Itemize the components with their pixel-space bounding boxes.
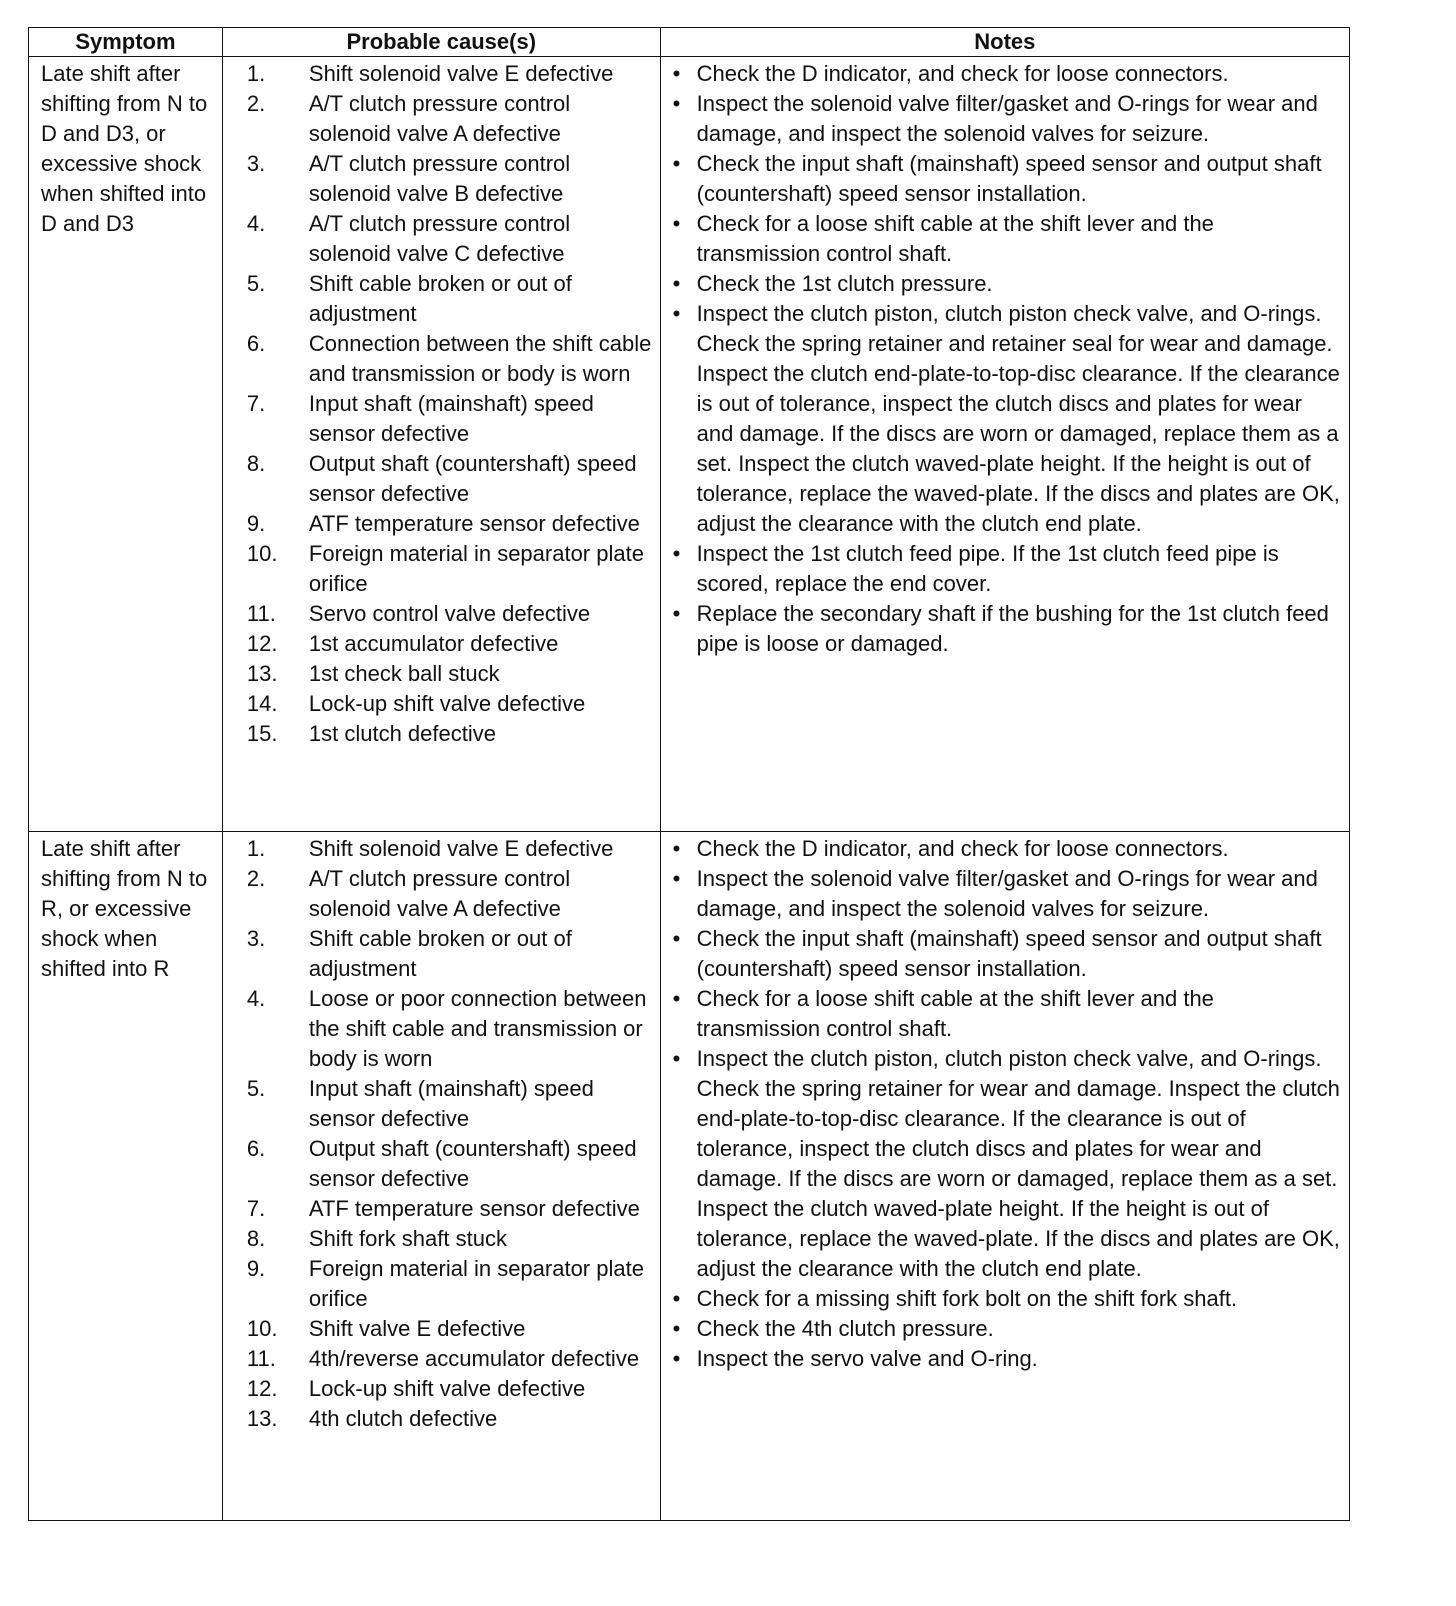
notes-list bbox=[661, 57, 1349, 659]
note-item bbox=[673, 149, 1343, 209]
cause-number: 8. bbox=[246, 1226, 266, 1251]
cause-item bbox=[223, 209, 654, 269]
cause-number: 11. bbox=[246, 601, 276, 626]
note-text: Check the 4th clutch pressure. bbox=[696, 1316, 994, 1341]
causes-cell bbox=[222, 832, 660, 1521]
note-text: Inspect the solenoid valve filter/gasket and O-rings for wear and damage, and inspect the solenoid valves for seizure. bbox=[696, 91, 1318, 146]
note-item bbox=[673, 984, 1343, 1044]
bullet-icon: • bbox=[672, 601, 681, 626]
cause-item bbox=[223, 719, 654, 749]
cause-text: 1st check ball stuck bbox=[308, 661, 500, 686]
cause-item bbox=[223, 1074, 654, 1134]
cause-item bbox=[223, 89, 654, 149]
cause-text: Input shaft (mainshaft) speed sensor defective bbox=[308, 391, 594, 446]
cause-number: 7. bbox=[246, 1196, 266, 1221]
note-item bbox=[673, 1344, 1343, 1374]
bullet-icon: • bbox=[672, 61, 681, 86]
note-text: Check the input shaft (mainshaft) speed sensor and output shaft (countershaft) speed sensor installation. bbox=[696, 151, 1322, 206]
cause-number: 9. bbox=[246, 511, 266, 536]
header-notes: Notes bbox=[660, 28, 1349, 57]
note-item bbox=[673, 599, 1343, 659]
cause-text: Input shaft (mainshaft) speed sensor defective bbox=[308, 1076, 594, 1131]
note-text: Inspect the servo valve and O-ring. bbox=[696, 1346, 1038, 1371]
causes-list bbox=[223, 57, 660, 749]
cause-text: Lock-up shift valve defective bbox=[308, 691, 586, 716]
cause-number: 11. bbox=[246, 1346, 276, 1371]
symptom-cell: Late shift after shifting from N to R, or excessive shock when shifted into R bbox=[29, 832, 223, 1521]
bullet-icon: • bbox=[672, 1286, 681, 1311]
note-item bbox=[673, 864, 1343, 924]
cause-text: A/T clutch pressure control solenoid valve B defective bbox=[308, 151, 571, 206]
cause-item bbox=[223, 449, 654, 509]
cause-number: 1. bbox=[246, 61, 266, 86]
cause-item bbox=[223, 689, 654, 719]
cause-text: A/T clutch pressure control solenoid valve A defective bbox=[308, 91, 571, 146]
note-item bbox=[673, 269, 1343, 299]
cause-item bbox=[223, 629, 654, 659]
cause-text: A/T clutch pressure control solenoid valve A defective bbox=[308, 866, 571, 921]
cause-item bbox=[223, 59, 654, 89]
cause-text: Servo control valve defective bbox=[308, 601, 591, 626]
cause-text: Foreign material in separator plate orifice bbox=[308, 1256, 644, 1311]
cause-number: 1. bbox=[246, 836, 266, 861]
cause-item bbox=[223, 1374, 654, 1404]
note-item bbox=[673, 1314, 1343, 1344]
note-text: Inspect the clutch piston, clutch piston check valve, and O-rings. Check the spring retainer for wear and damage. Inspect the clutch end-plate-to-top-disc clearance. If the clearance is out of tolerance, inspect the clutch discs and plates for wear and damage. If the discs are worn or damaged, replace them as a set. Inspect the clutch waved-plate height. If the height is out of tolerance, replace the waved-plate. If the discs and plates are OK, adjust the clearance with the clutch end plate. bbox=[696, 1046, 1340, 1281]
bullet-icon: • bbox=[672, 211, 681, 236]
header-row bbox=[29, 28, 1350, 57]
cause-item bbox=[223, 389, 654, 449]
causes-cell bbox=[222, 57, 660, 832]
cause-text: Shift cable broken or out of adjustment bbox=[308, 271, 572, 326]
cause-number: 10. bbox=[246, 541, 278, 566]
cause-item bbox=[223, 599, 654, 629]
note-item bbox=[673, 299, 1343, 539]
bullet-icon: • bbox=[672, 301, 681, 326]
troubleshooting-table bbox=[28, 27, 1350, 1521]
note-text: Inspect the 1st clutch feed pipe. If the 1st clutch feed pipe is scored, replace the end cover. bbox=[696, 541, 1279, 596]
cause-text: Connection between the shift cable and transmission or body is worn bbox=[308, 331, 652, 386]
cause-item bbox=[223, 984, 654, 1074]
cause-number: 3. bbox=[246, 151, 266, 176]
note-text: Inspect the solenoid valve filter/gasket and O-rings for wear and damage, and inspect the solenoid valves for seizure. bbox=[696, 866, 1318, 921]
cause-item bbox=[223, 539, 654, 599]
cause-text: 4th/reverse accumulator defective bbox=[308, 1346, 640, 1371]
bullet-icon: • bbox=[672, 151, 681, 176]
bullet-icon: • bbox=[672, 1316, 681, 1341]
cause-number: 8. bbox=[246, 451, 266, 476]
note-item bbox=[673, 209, 1343, 269]
cause-number: 4. bbox=[246, 211, 266, 236]
cause-item bbox=[223, 269, 654, 329]
cause-number: 10. bbox=[246, 1316, 278, 1341]
cause-text: ATF temperature sensor defective bbox=[308, 1196, 640, 1221]
bullet-icon: • bbox=[672, 91, 681, 116]
note-item bbox=[673, 1044, 1343, 1284]
bullet-icon: • bbox=[672, 836, 681, 861]
cause-text: Lock-up shift valve defective bbox=[308, 1376, 586, 1401]
bullet-icon: • bbox=[672, 986, 681, 1011]
cause-number: 12. bbox=[246, 1376, 278, 1401]
bullet-icon: • bbox=[672, 1046, 681, 1071]
note-text: Check for a missing shift fork bolt on the shift fork shaft. bbox=[696, 1286, 1238, 1311]
bullet-icon: • bbox=[672, 1346, 681, 1371]
note-item bbox=[673, 924, 1343, 984]
cause-number: 4. bbox=[246, 986, 266, 1011]
table-row bbox=[29, 832, 1350, 1521]
notes-list bbox=[661, 832, 1349, 1374]
cause-text: Output shaft (countershaft) speed sensor defective bbox=[308, 1136, 637, 1191]
cause-item bbox=[223, 659, 654, 689]
note-text: Check for a loose shift cable at the shift lever and the transmission control shaft. bbox=[696, 986, 1214, 1041]
cause-number: 3. bbox=[246, 926, 266, 951]
notes-cell bbox=[660, 832, 1349, 1521]
cause-number: 14. bbox=[246, 691, 278, 716]
note-text: Replace the secondary shaft if the bushing for the 1st clutch feed pipe is loose or damaged. bbox=[696, 601, 1329, 656]
note-text: Check the D indicator, and check for loose connectors. bbox=[696, 61, 1229, 86]
note-item bbox=[673, 1284, 1343, 1314]
cause-number: 12. bbox=[246, 631, 278, 656]
cause-text: Output shaft (countershaft) speed sensor defective bbox=[308, 451, 637, 506]
cause-item bbox=[223, 924, 654, 984]
note-text: Check the input shaft (mainshaft) speed sensor and output shaft (countershaft) speed sensor installation. bbox=[696, 926, 1322, 981]
cause-text: Shift solenoid valve E defective bbox=[308, 836, 614, 861]
cause-text: Foreign material in separator plate orifice bbox=[308, 541, 644, 596]
cause-number: 6. bbox=[246, 1136, 266, 1161]
cause-item bbox=[223, 329, 654, 389]
note-item bbox=[673, 59, 1343, 89]
notes-cell bbox=[660, 57, 1349, 832]
cause-number: 5. bbox=[246, 271, 266, 296]
note-item bbox=[673, 834, 1343, 864]
cause-item bbox=[223, 1344, 654, 1374]
cause-text: 1st accumulator defective bbox=[308, 631, 559, 656]
note-text: Check the 1st clutch pressure. bbox=[696, 271, 993, 296]
bullet-icon: • bbox=[672, 271, 681, 296]
cause-item bbox=[223, 1194, 654, 1224]
bullet-icon: • bbox=[672, 866, 681, 891]
cause-number: 2. bbox=[246, 866, 266, 891]
cause-text: ATF temperature sensor defective bbox=[308, 511, 640, 536]
cause-item bbox=[223, 1134, 654, 1194]
cause-number: 6. bbox=[246, 331, 266, 356]
note-text: Check the D indicator, and check for loose connectors. bbox=[696, 836, 1229, 861]
note-text: Inspect the clutch piston, clutch piston check valve, and O-rings. Check the spring retainer and retainer seal for wear and damage. Inspect the clutch end-plate-to-top-disc clearance. If the clearance is out of tolerance, inspect the clutch discs and plates for wear and damage. If the discs are worn or damaged, replace them as a set. Inspect the clutch waved-plate height. If the height is out of tolerance, replace the waved-plate. If the discs and plates are OK, adjust the clearance with the clutch end plate. bbox=[696, 301, 1340, 536]
causes-list bbox=[223, 832, 660, 1434]
bullet-icon: • bbox=[672, 541, 681, 566]
cause-item bbox=[223, 1314, 654, 1344]
cause-text: 4th clutch defective bbox=[308, 1406, 498, 1431]
cause-number: 13. bbox=[246, 661, 278, 686]
cause-item bbox=[223, 1224, 654, 1254]
cause-text: Shift fork shaft stuck bbox=[308, 1226, 507, 1251]
cause-item bbox=[223, 149, 654, 209]
cause-text: Shift valve E defective bbox=[308, 1316, 526, 1341]
cause-number: 5. bbox=[246, 1076, 266, 1101]
cause-text: 1st clutch defective bbox=[308, 721, 496, 746]
symptom-cell: Late shift after shifting from N to D and D3, or excessive shock when shifted into D and D3 bbox=[29, 57, 223, 832]
header-causes: Probable cause(s) bbox=[222, 28, 660, 57]
cause-number: 15. bbox=[246, 721, 278, 746]
cause-number: 13. bbox=[246, 1406, 278, 1431]
bullet-icon: • bbox=[672, 926, 681, 951]
cause-item bbox=[223, 1404, 654, 1434]
cause-text: Loose or poor connection between the shift cable and transmission or body is worn bbox=[308, 986, 647, 1071]
cause-text: Shift cable broken or out of adjustment bbox=[308, 926, 572, 981]
cause-number: 9. bbox=[246, 1256, 266, 1281]
table-row bbox=[29, 57, 1350, 832]
cause-item bbox=[223, 834, 654, 864]
header-symptom: Symptom bbox=[29, 28, 223, 57]
note-text: Check for a loose shift cable at the shift lever and the transmission control shaft. bbox=[696, 211, 1214, 266]
cause-item bbox=[223, 509, 654, 539]
cause-text: A/T clutch pressure control solenoid valve C defective bbox=[308, 211, 571, 266]
cause-item bbox=[223, 1254, 654, 1314]
cause-text: Shift solenoid valve E defective bbox=[308, 61, 614, 86]
note-item bbox=[673, 89, 1343, 149]
cause-number: 7. bbox=[246, 391, 266, 416]
note-item bbox=[673, 539, 1343, 599]
cause-item bbox=[223, 864, 654, 924]
cause-number: 2. bbox=[246, 91, 266, 116]
